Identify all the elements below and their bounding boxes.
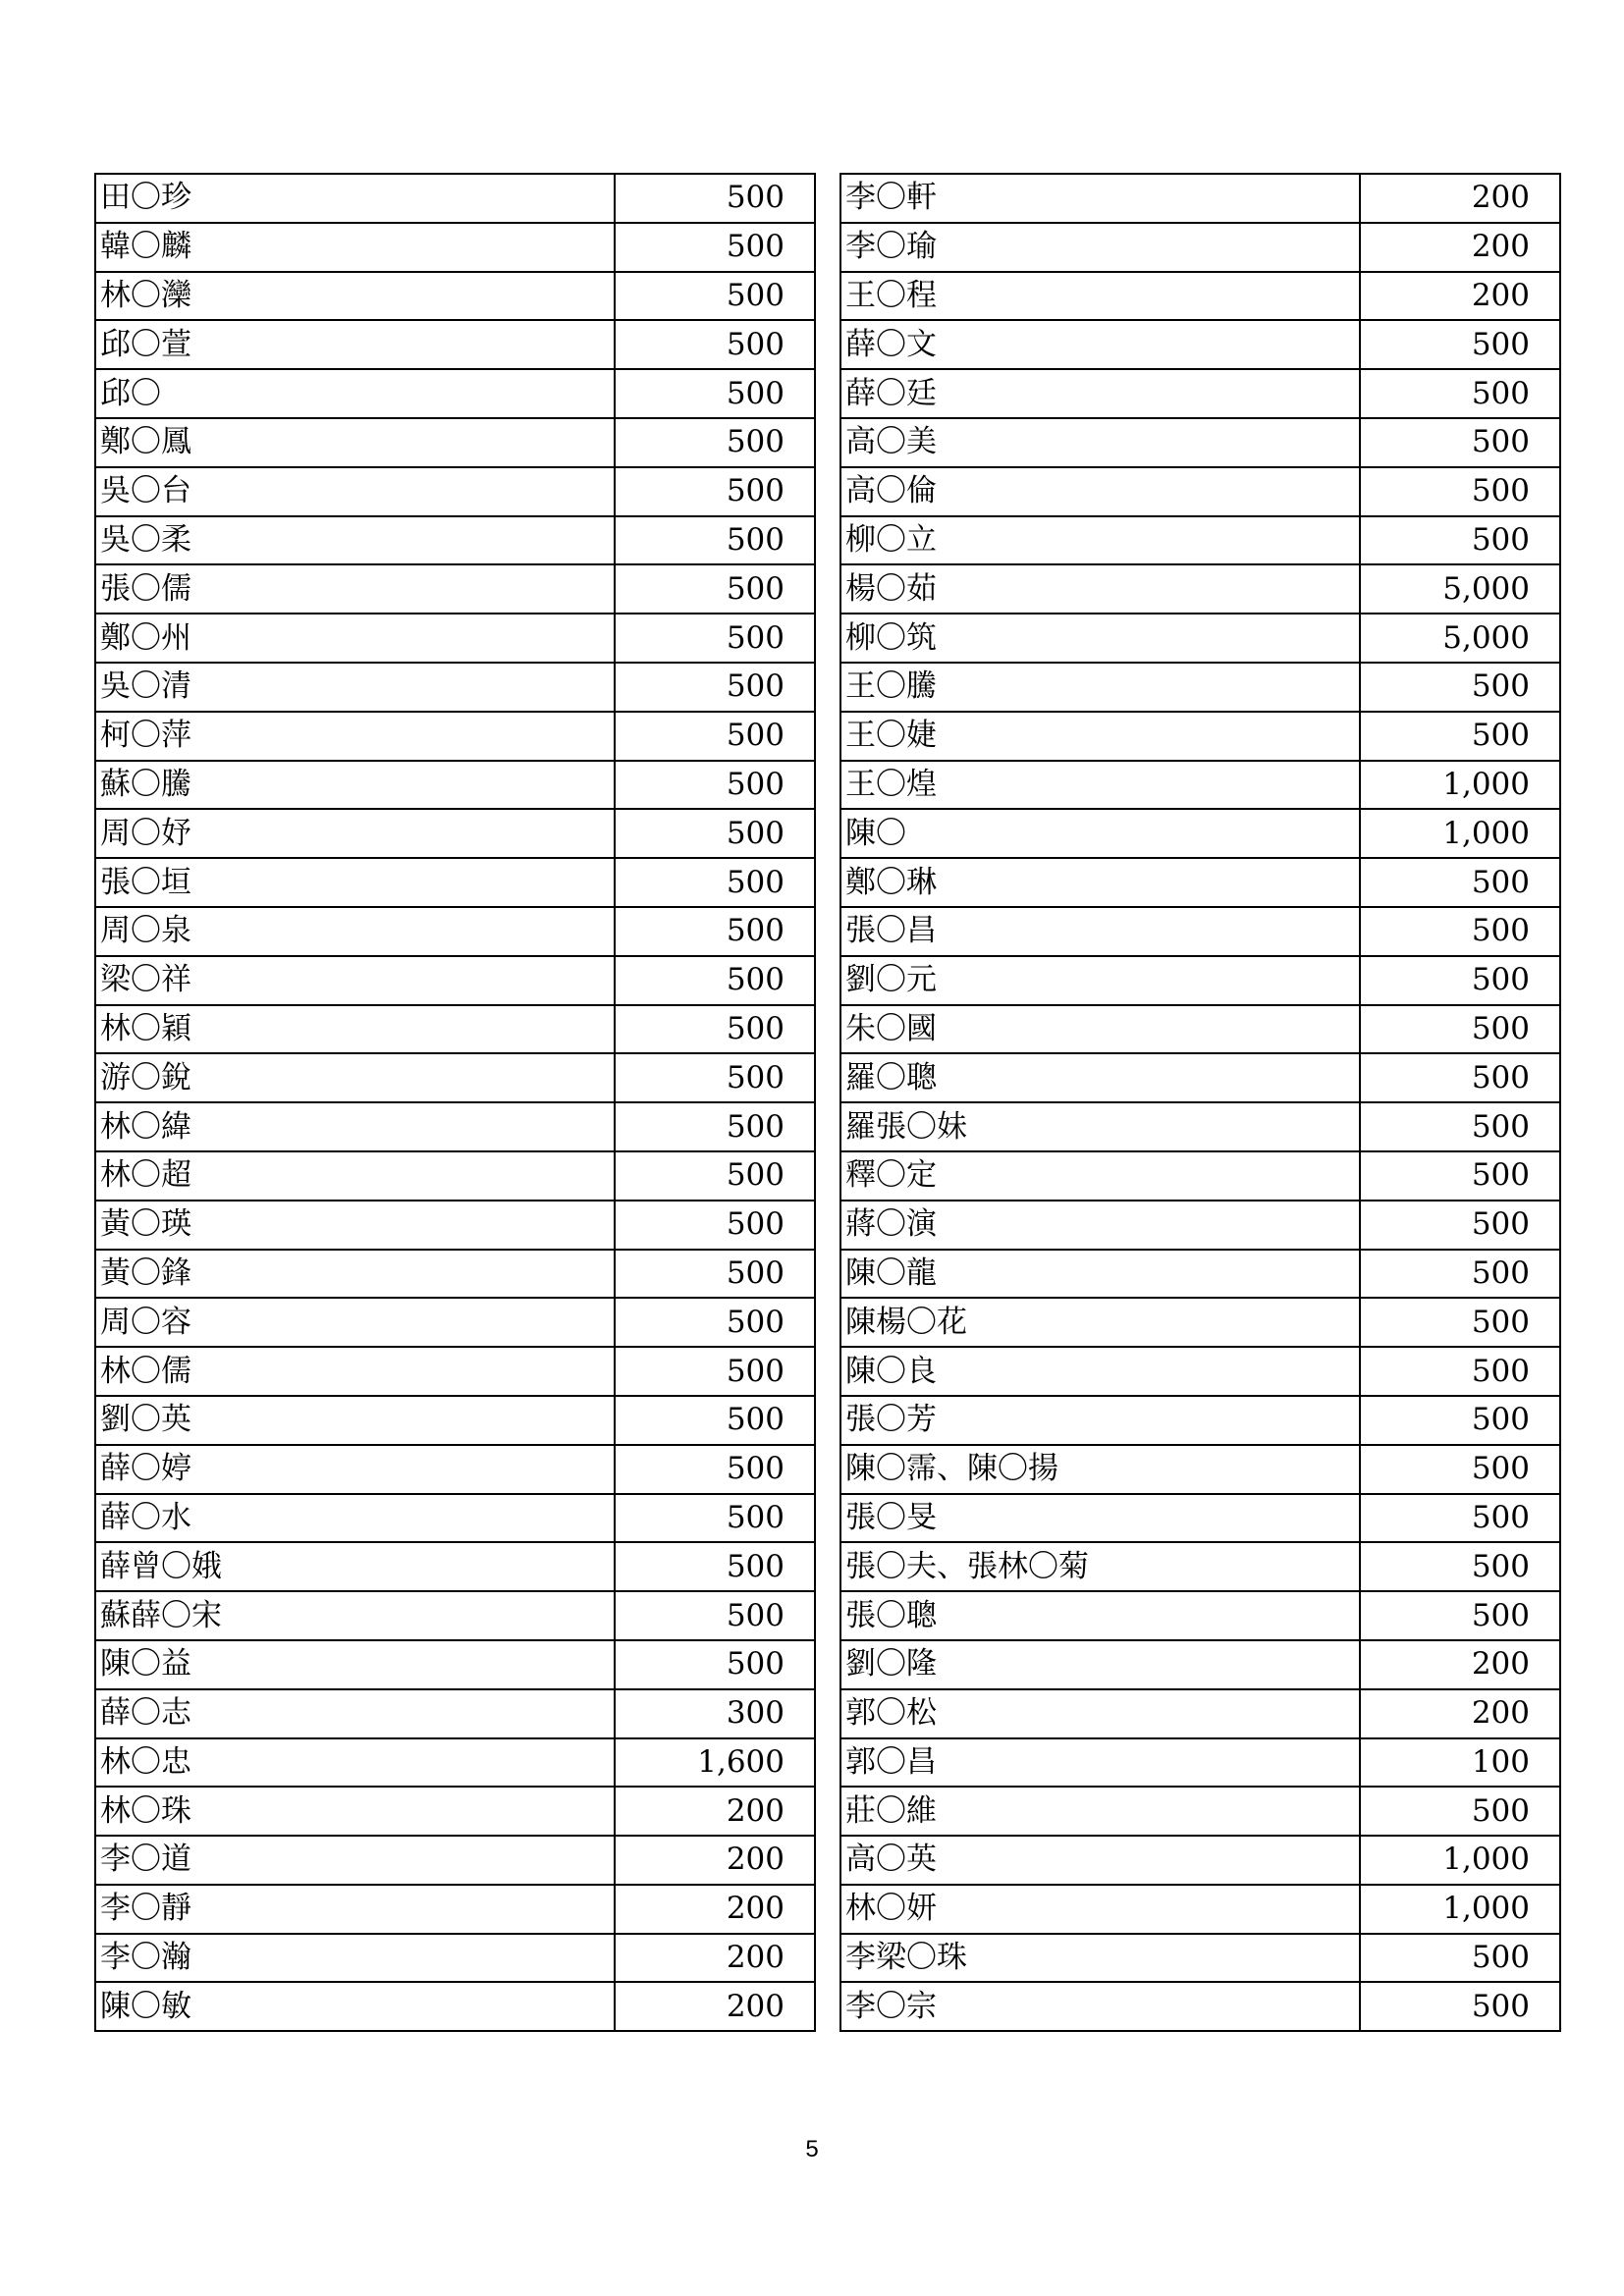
table-row [95, 564, 815, 614]
table-row [95, 1934, 815, 1983]
table-row [95, 1591, 815, 1640]
table-row [95, 1885, 815, 1934]
table-row [840, 516, 1560, 565]
donor-name: 周〇妤 [95, 809, 615, 858]
donor-name: 田〇珍 [95, 174, 615, 223]
donor-name: 黃〇瑛 [95, 1201, 615, 1250]
donation-amount: 500 [615, 272, 815, 321]
donor-name: 薛〇志 [95, 1689, 615, 1738]
donation-amount: 200 [1360, 223, 1560, 272]
table-row [840, 663, 1560, 712]
table-row [840, 1934, 1560, 1983]
table-row [840, 1445, 1560, 1494]
table-row [840, 1396, 1560, 1445]
donation-amount: 200 [615, 1982, 815, 2031]
donation-amount: 500 [1360, 320, 1560, 369]
donor-name: 吳〇清 [95, 663, 615, 712]
donation-amount: 500 [615, 1494, 815, 1543]
donation-amount: 200 [1360, 174, 1560, 223]
donor-name: 楊〇茹 [840, 564, 1360, 614]
donor-name: 林〇珠 [95, 1787, 615, 1836]
donation-amount: 500 [1360, 369, 1560, 418]
donor-name: 高〇美 [840, 418, 1360, 467]
donation-amount: 500 [615, 809, 815, 858]
donation-amount: 1,000 [1360, 1885, 1560, 1934]
donor-name: 吳〇台 [95, 467, 615, 516]
donor-name: 王〇程 [840, 272, 1360, 321]
donor-name: 蘇薛〇宋 [95, 1591, 615, 1640]
donor-name: 邱〇萱 [95, 320, 615, 369]
donation-amount: 200 [1360, 272, 1560, 321]
donation-amount: 5,000 [1360, 564, 1560, 614]
donor-name: 薛〇水 [95, 1494, 615, 1543]
donation-amount: 500 [615, 614, 815, 663]
donation-amount: 500 [615, 1102, 815, 1151]
table-row [95, 1982, 815, 2031]
table-row [840, 761, 1560, 810]
table-row [95, 1689, 815, 1738]
table-row [95, 1151, 815, 1201]
donor-name: 李梁〇珠 [840, 1934, 1360, 1983]
table-row [840, 1053, 1560, 1102]
donor-name: 李〇瀚 [95, 1934, 615, 1983]
table-row [840, 418, 1560, 467]
table-row [840, 467, 1560, 516]
donation-amount: 500 [615, 761, 815, 810]
donor-name: 釋〇定 [840, 1151, 1360, 1201]
donor-name: 李〇宗 [840, 1982, 1360, 2031]
table-row [840, 1102, 1560, 1151]
donor-name: 周〇泉 [95, 907, 615, 956]
table-row [840, 564, 1560, 614]
donor-name: 張〇昌 [840, 907, 1360, 956]
donation-amount: 500 [1360, 1787, 1560, 1836]
table-row [95, 320, 815, 369]
table-row [95, 1201, 815, 1250]
donor-name: 陳〇龍 [840, 1250, 1360, 1299]
donation-amount: 500 [1360, 516, 1560, 565]
donation-amount: 500 [615, 1151, 815, 1201]
donation-amount: 500 [1360, 1298, 1560, 1347]
donor-name: 鄭〇琳 [840, 858, 1360, 907]
table-row [840, 320, 1560, 369]
table-row [840, 1591, 1560, 1640]
donation-amount: 500 [615, 663, 815, 712]
donation-amount: 500 [615, 467, 815, 516]
table-row [840, 1982, 1560, 2031]
donor-name: 林〇超 [95, 1151, 615, 1201]
donor-name: 王〇騰 [840, 663, 1360, 712]
table-row [95, 516, 815, 565]
table-row [95, 369, 815, 418]
donation-amount: 500 [615, 516, 815, 565]
donation-amount: 500 [615, 1542, 815, 1591]
donor-name: 張〇垣 [95, 858, 615, 907]
donation-amount: 500 [615, 907, 815, 956]
table-row [840, 1689, 1560, 1738]
donation-amount: 500 [1360, 858, 1560, 907]
table-row [95, 1250, 815, 1299]
donor-name: 柳〇立 [840, 516, 1360, 565]
table-row [95, 809, 815, 858]
donor-name: 羅〇聰 [840, 1053, 1360, 1102]
donor-name: 張〇夫、張林〇菊 [840, 1542, 1360, 1591]
donor-name: 張〇芳 [840, 1396, 1360, 1445]
donor-name: 周〇容 [95, 1298, 615, 1347]
table-row [95, 174, 815, 223]
donation-amount: 500 [1360, 1934, 1560, 1983]
donor-name: 鄭〇州 [95, 614, 615, 663]
donation-amount: 1,600 [615, 1738, 815, 1788]
table-row [840, 858, 1560, 907]
table-row [840, 1494, 1560, 1543]
donation-amount: 500 [1360, 956, 1560, 1005]
donor-name: 莊〇維 [840, 1787, 1360, 1836]
table-row [95, 1102, 815, 1151]
table-row [95, 1347, 815, 1396]
donor-name: 柯〇萍 [95, 712, 615, 761]
donor-name: 林〇緯 [95, 1102, 615, 1151]
donation-amount: 500 [1360, 1102, 1560, 1151]
donor-name: 林〇忠 [95, 1738, 615, 1788]
donation-amount: 500 [615, 1053, 815, 1102]
donor-table-left [94, 173, 816, 2032]
donation-amount: 500 [1360, 1005, 1560, 1054]
donor-name: 薛〇婷 [95, 1445, 615, 1494]
donation-amount: 500 [615, 1347, 815, 1396]
donation-amount: 5,000 [1360, 614, 1560, 663]
donor-name: 林〇灤 [95, 272, 615, 321]
table-row [840, 956, 1560, 1005]
donor-name: 張〇旻 [840, 1494, 1360, 1543]
donation-amount: 200 [615, 1885, 815, 1934]
table-row [95, 1298, 815, 1347]
donor-name: 劉〇隆 [840, 1640, 1360, 1689]
donation-amount: 500 [615, 320, 815, 369]
table-row [840, 1298, 1560, 1347]
table-row [840, 1250, 1560, 1299]
donor-name: 陳〇良 [840, 1347, 1360, 1396]
donor-name: 游〇銳 [95, 1053, 615, 1102]
donation-amount: 500 [1360, 1494, 1560, 1543]
donation-amount: 500 [1360, 418, 1560, 467]
table-row [840, 1005, 1560, 1054]
donor-name: 劉〇英 [95, 1396, 615, 1445]
table-row [840, 1836, 1560, 1885]
donation-amount: 500 [615, 1201, 815, 1250]
table-row [95, 1396, 815, 1445]
donor-name: 郭〇松 [840, 1689, 1360, 1738]
table-row [840, 1738, 1560, 1788]
table-row [95, 418, 815, 467]
donation-amount: 200 [615, 1934, 815, 1983]
table-row [840, 1640, 1560, 1689]
donor-name: 陳〇 [840, 809, 1360, 858]
table-row [840, 223, 1560, 272]
donation-amount: 500 [615, 1298, 815, 1347]
donation-amount: 500 [1360, 1201, 1560, 1250]
table-row [840, 1885, 1560, 1934]
donor-name: 李〇軒 [840, 174, 1360, 223]
donation-amount: 500 [615, 1250, 815, 1299]
donation-amount: 200 [615, 1836, 815, 1885]
donation-amount: 500 [1360, 907, 1560, 956]
donor-name: 吳〇柔 [95, 516, 615, 565]
table-row [95, 1542, 815, 1591]
donation-amount: 300 [615, 1689, 815, 1738]
donation-amount: 500 [1360, 1542, 1560, 1591]
table-row [95, 1494, 815, 1543]
table-row [95, 614, 815, 663]
donation-amount: 500 [1360, 1591, 1560, 1640]
donor-name: 梁〇祥 [95, 956, 615, 1005]
donor-name: 朱〇國 [840, 1005, 1360, 1054]
donor-name: 韓〇麟 [95, 223, 615, 272]
donation-amount: 500 [615, 174, 815, 223]
donation-amount: 200 [615, 1787, 815, 1836]
table-row [95, 223, 815, 272]
table-row [840, 1542, 1560, 1591]
table-row [840, 174, 1560, 223]
table-row [95, 1836, 815, 1885]
donation-amount: 500 [615, 223, 815, 272]
donation-amount: 1,000 [1360, 761, 1560, 810]
donor-name: 王〇婕 [840, 712, 1360, 761]
table-row [95, 907, 815, 956]
donation-amount: 1,000 [1360, 809, 1560, 858]
donor-name: 薛曾〇娥 [95, 1542, 615, 1591]
table-row [95, 1445, 815, 1494]
table-row [840, 712, 1560, 761]
table-row [840, 614, 1560, 663]
donation-amount: 200 [1360, 1689, 1560, 1738]
table-row [95, 712, 815, 761]
donor-name: 羅張〇妹 [840, 1102, 1360, 1151]
donor-name: 李〇瑜 [840, 223, 1360, 272]
donor-table-right [839, 173, 1561, 2032]
donation-amount: 500 [1360, 712, 1560, 761]
table-row [95, 467, 815, 516]
donation-amount: 500 [615, 1640, 815, 1689]
donation-amount: 500 [615, 1445, 815, 1494]
donor-name: 高〇倫 [840, 467, 1360, 516]
donation-amount: 100 [1360, 1738, 1560, 1788]
donor-name: 王〇煌 [840, 761, 1360, 810]
donor-name: 陳〇益 [95, 1640, 615, 1689]
donation-amount: 500 [1360, 1445, 1560, 1494]
donation-amount: 500 [1360, 1396, 1560, 1445]
donation-amount: 500 [615, 1005, 815, 1054]
donor-name: 邱〇 [95, 369, 615, 418]
donor-name: 李〇靜 [95, 1885, 615, 1934]
donation-amount: 500 [1360, 467, 1560, 516]
table-row [95, 272, 815, 321]
donation-amount: 1,000 [1360, 1836, 1560, 1885]
table-row [840, 1347, 1560, 1396]
table-row [95, 956, 815, 1005]
donor-name: 柳〇筑 [840, 614, 1360, 663]
donor-name: 林〇儒 [95, 1347, 615, 1396]
donation-amount: 500 [615, 1396, 815, 1445]
table-row [840, 1151, 1560, 1201]
donation-amount: 500 [615, 712, 815, 761]
donor-name: 張〇聰 [840, 1591, 1360, 1640]
table-row [840, 1201, 1560, 1250]
table-row [840, 1787, 1560, 1836]
table-row [840, 907, 1560, 956]
donor-name: 陳楊〇花 [840, 1298, 1360, 1347]
donor-name: 林〇妍 [840, 1885, 1360, 1934]
donation-amount: 500 [1360, 1151, 1560, 1201]
table-row [95, 761, 815, 810]
table-row [95, 1787, 815, 1836]
table-row [95, 663, 815, 712]
donor-name: 薛〇廷 [840, 369, 1360, 418]
donor-name: 陳〇敏 [95, 1982, 615, 2031]
donation-amount: 200 [1360, 1640, 1560, 1689]
donor-name: 李〇道 [95, 1836, 615, 1885]
donation-amount: 500 [1360, 1347, 1560, 1396]
table-row [840, 809, 1560, 858]
donor-name: 張〇儒 [95, 564, 615, 614]
donation-amount: 500 [615, 418, 815, 467]
table-row [95, 858, 815, 907]
donor-name: 高〇英 [840, 1836, 1360, 1885]
table-row [840, 369, 1560, 418]
donation-amount: 500 [615, 564, 815, 614]
donor-name: 黃〇鋒 [95, 1250, 615, 1299]
table-row [95, 1738, 815, 1788]
table-row [95, 1005, 815, 1054]
donor-name: 鄭〇鳳 [95, 418, 615, 467]
donor-name: 陳〇霈、陳〇揚 [840, 1445, 1360, 1494]
donor-name: 蔣〇演 [840, 1201, 1360, 1250]
table-row [95, 1053, 815, 1102]
donor-name: 林〇穎 [95, 1005, 615, 1054]
donation-amount: 500 [1360, 663, 1560, 712]
donation-amount: 500 [1360, 1982, 1560, 2031]
donor-name: 蘇〇騰 [95, 761, 615, 810]
donor-name: 薛〇文 [840, 320, 1360, 369]
donor-name: 劉〇元 [840, 956, 1360, 1005]
donor-name: 郭〇昌 [840, 1738, 1360, 1788]
table-row [95, 1640, 815, 1689]
donation-amount: 500 [615, 858, 815, 907]
donation-amount: 500 [615, 369, 815, 418]
page-number: 5 [805, 2136, 819, 2163]
donation-amount: 500 [615, 956, 815, 1005]
table-row [840, 272, 1560, 321]
donation-amount: 500 [1360, 1250, 1560, 1299]
donation-amount: 500 [1360, 1053, 1560, 1102]
donation-amount: 500 [615, 1591, 815, 1640]
